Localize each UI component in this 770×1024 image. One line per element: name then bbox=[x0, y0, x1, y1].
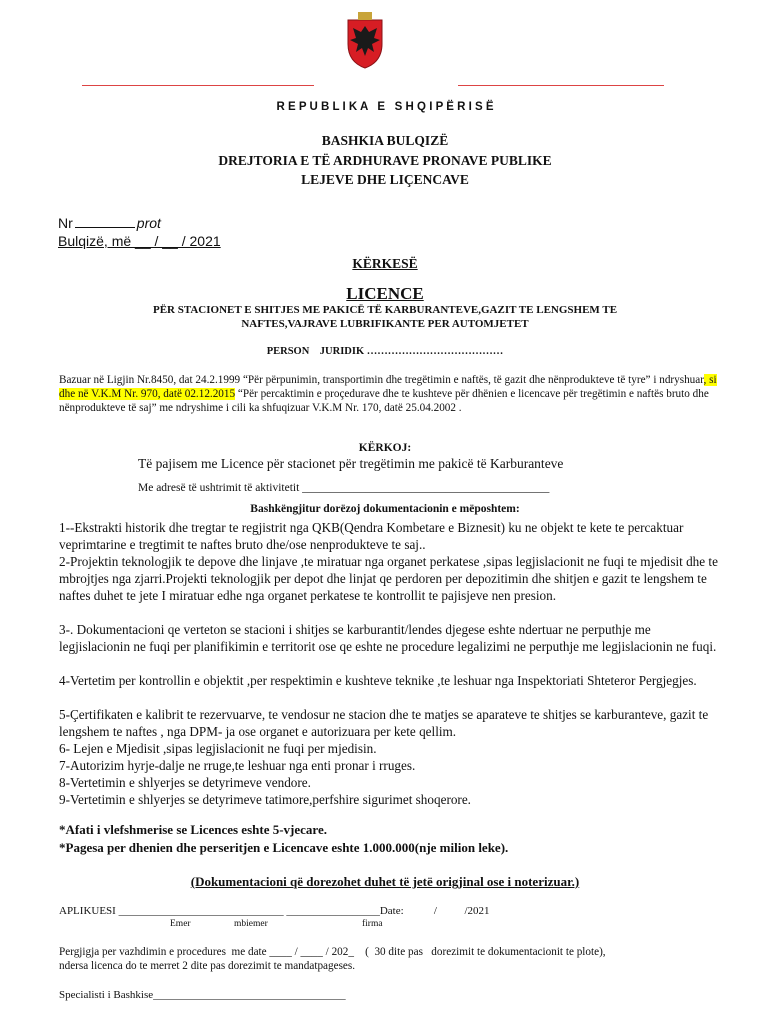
protocol-date: Bulqizë, më __ / __ / 2021 bbox=[58, 233, 221, 249]
person-juridik: PERSON JURIDIK ………………………………… bbox=[266, 346, 504, 357]
legal-basis-highlight: , si dhe në V.K.M Nr. 970, datë 02.12.2015 bbox=[59, 374, 717, 400]
documents-heading: Bashkëngjitur dorëzoj dokumentacionin e mëposhtem: bbox=[250, 503, 520, 515]
response-line-2: ndersa licenca do te merret 2 dite pas dorezimit te mandatpageses. bbox=[59, 960, 356, 972]
legal-basis-part-2: “Për percaktimin e proçedurave dhe te kushteve për dhënien e licencave për tregëtimin e naftës bruto dhe nënprodukteve të saj” me ndryshime i cili ka shfuqizuar V.K.M Nr. 170, datë 25.04.2002 . bbox=[59, 388, 709, 414]
document-item-9: 9-Vertetimin e shlyerjes se detyrimeve tatimore,perfshire sigurimet shoqerore. bbox=[59, 792, 471, 807]
specialist-line: Specialisti i Bashkise___________________________________ bbox=[59, 989, 346, 1001]
address-label: Me adresë të ushtrimit të aktivitetit bbox=[138, 482, 300, 494]
documentation-note: (Dokumentacioni që dorezohet duhet të jetë origjinal ose i noterizuar.) bbox=[190, 874, 580, 889]
header-divider-right bbox=[458, 85, 664, 86]
document-item-7: 7-Autorizim hyrje-dalje ne rruge,te leshuar nga enti pronar i rruges. bbox=[59, 758, 416, 773]
response-line-1: Pergjigja per vazhdimin e procedures me date ____ / ____ / 202_ ( 30 dite pas dorezimit te dokumentacionit te plote), bbox=[59, 946, 606, 958]
validity-note: *Afati i vlefshmerise se Licences eshte 5-vjecare. bbox=[59, 822, 327, 837]
header-divider-left bbox=[82, 85, 314, 86]
protocol-number bbox=[58, 215, 161, 231]
legal-basis-part-1: Bazuar në Ligjin Nr.8450, dat 24.2.1999 “Për përpunimin, transportimin dhe tregëtimin e naftës, të gazit dhe nënprodukteve të tyre” i ndryshuar bbox=[59, 374, 704, 386]
institution-line-1: BASHKIA BULQIZË bbox=[321, 133, 449, 148]
protocol-suffix: prot bbox=[136, 215, 161, 231]
institution-line-3: LEJEVE DHE LIÇENCAVE bbox=[301, 172, 469, 187]
legal-basis-paragraph bbox=[59, 373, 717, 415]
albania-coat-of-arms bbox=[344, 12, 386, 70]
request-title: KËRKESË bbox=[352, 256, 418, 271]
label-mbiemer: mbiemer bbox=[234, 919, 268, 929]
country-name: R E P U B L I K A E S H Q I P Ë R I S Ë bbox=[276, 101, 494, 113]
label-emer: Emer bbox=[170, 919, 191, 929]
document-item-1: 1--Ekstrakti historik dhe tregtar te regjistrit nga QKB(Qendra Kombetare e Biznesit) ku ne objekt te kete te percaktuar veprimtarine e tregtimit te naftes bruto dhe/ose nenprodukteve te saj.. bbox=[59, 520, 684, 552]
document-item-4: 4-Vertetim per kontrollin e objektit ,per respektimin e kushteve teknike ,te leshuar nga Inspektoriati Shteteror Pergjegjes. bbox=[59, 673, 697, 688]
address-line bbox=[138, 482, 549, 494]
kerkoj-heading: KËRKOJ: bbox=[358, 442, 412, 454]
protocol-nr-label: Nr bbox=[58, 215, 73, 231]
licence-subtitle-1: PËR STACIONET E SHITJES ME PAKICË TË KARBURANTEVE,GAZIT TE LENGSHEM TE bbox=[152, 304, 618, 316]
applicant-line: APLIKUESI ______________________________ _________________Date: / /2021 bbox=[59, 905, 490, 917]
document-item-3: 3-. Dokumentacioni qe verteton se stacioni i shitjes se karburantit/lendes djegese eshte ndertuar ne perputhje me legjislacionin ne fuqi per planifikimin e territorit ose qe eshte ne procedure legalizimi ne perputhje me legjislacionin ne fuqi. bbox=[59, 622, 717, 654]
request-line: Të pajisem me Licence për stacionet për tregëtimin me pakicë të Karburanteve bbox=[138, 456, 564, 471]
address-blank: ___________________________________________ bbox=[302, 482, 550, 494]
licence-subtitle-2: NAFTES,VAJRAVE LUBRIFIKANTE PER AUTOMJETET bbox=[241, 318, 529, 330]
institution-line-2: DREJTORIA E TË ARDHURAVE PRONAVE PUBLIKE bbox=[218, 153, 552, 168]
label-firma: firma bbox=[362, 919, 383, 929]
document-item-2: 2-Projektin teknologjik te depove dhe linjave ,te miratuar nga organet perkatese ,sipas legjislacionit ne fuqi te mjedisit dhe te mbrojtjes nga zjarri.Projekti teknologjik per depot dhe linjat qe perdoren per depozitimin dhe shitjen e gazit te lengshem te naftes duhet te jete I miratuar edhe nga organet perkatese te kontrollit te pajisjeve nen presion. bbox=[59, 554, 718, 603]
document-item-8: 8-Vertetimin e shlyerjes se detyrimeve vendore. bbox=[59, 775, 311, 790]
licence-title: LICENCE bbox=[346, 284, 424, 303]
document-item-5: 5-Çertifikaten e kalibrit te rezervuarve, te vendosur ne stacion dhe te matjes se aparateve te shitjes se karburanteve, gazit te lengshem te naftes , nga DPM- ja ose organet e autorizuara per kete qellim. bbox=[59, 707, 709, 739]
document-item-6: 6- Lejen e Mjedisit ,sipas legjislacionit ne fuqi per mjedisin. bbox=[59, 741, 377, 756]
payment-note: *Pagesa per dhenien dhe perseritjen e Licencave eshte 1.000.000(nje milion leke). bbox=[59, 840, 509, 855]
